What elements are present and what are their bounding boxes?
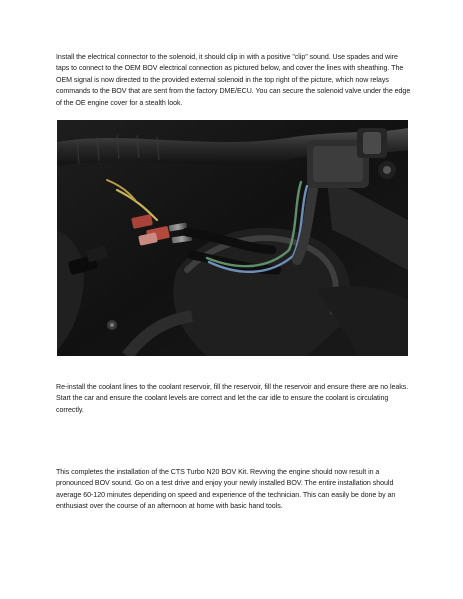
engine-bay-photo [57, 120, 408, 356]
paragraph-electrical-connector: Install the electrical connector to the solenoid, it should clip in with a positive "clip" sound. Use spades and wire taps to connect to the OEM BOV electrical connection as pictured below, and cover the lines with sheathing. The OEM signal is now directed to the provided external solenoid in the top right of the picture, which now relays commands to the BOV that are sent from the factory DME/ECU. You can secure the solenoid valve under the edge of the OE engine cover for a stealth look. [56, 53, 411, 107]
paragraph-coolant-lines: Re-install the coolant lines to the coolant reservoir, fill the reservoir, fill the reservoir and ensure there are no leaks. Start the car and ensure the coolant levels are correct and let the car idle to ensure the coolant is circulating correctly. [56, 383, 409, 414]
engine-bay-illustration [57, 120, 408, 356]
paragraph-completion: This completes the installation of the CTS Turbo N20 BOV Kit. Revving the engine should now result in a pronounced BOV sound. Go on a test drive and enjoy your newly installed BOV. The entire installation should average 60-120 minutes depending on speed and experience of the technician. This can easily be done by an enthusiast over the course of an afternoon at home with basic hand tools. [56, 468, 396, 511]
